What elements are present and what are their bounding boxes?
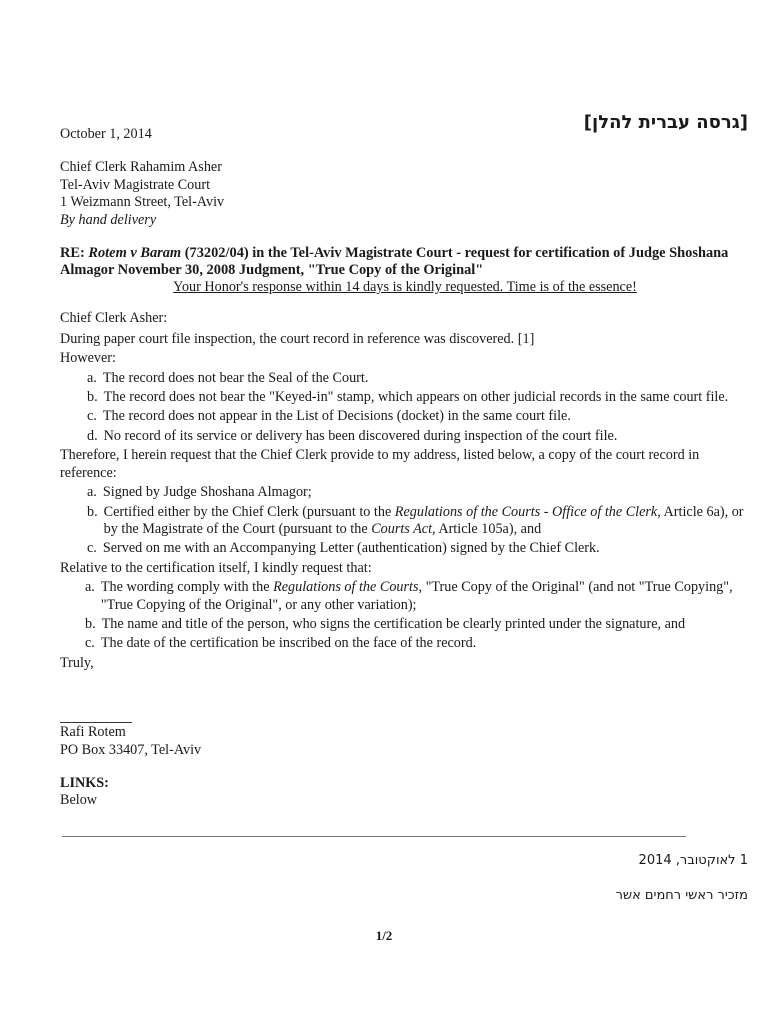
list-marker: b.	[87, 389, 98, 406]
list-text: The record does not bear the Seal of the Court.	[102, 369, 369, 386]
subject-line	[60, 245, 750, 279]
recipient-court: Tel-Aviv Magistrate Court	[60, 176, 211, 193]
recipient-street: 1 Weizmann Street, Tel-Aviv	[60, 194, 225, 211]
list-text	[104, 504, 750, 539]
links-text: Below	[60, 792, 98, 809]
list-item	[60, 579, 750, 614]
subject-case-name: Rotem v Baram	[88, 245, 182, 262]
urgency-note: Your Honor's response within 14 days is kindly requested. Time is of the essence!	[173, 279, 637, 296]
list-text: The record does not bear the "Keyed-in" stamp, which appears on other judicial records in the same court file.	[103, 389, 729, 406]
letter-body	[60, 126, 750, 810]
list-item	[60, 540, 750, 557]
regulation-reference: Regulations of the Courts - Office of the Clerk	[394, 503, 658, 520]
list-marker: b.	[87, 503, 98, 520]
request-paragraph: Therefore, I herein request that the Chief Clerk provide to my address, listed below, a copy of the court record in reference:	[60, 447, 700, 481]
issues-list	[60, 370, 750, 446]
list-marker: b.	[85, 615, 96, 632]
regulation-reference: Regulations of the Courts	[273, 579, 419, 596]
text-run: , Article 6a), or by the Magistrate of the Court (pursuant to the	[103, 503, 744, 537]
list-item	[60, 504, 750, 539]
text-run: Certified either by the Chief Clerk (pursuant to the	[103, 503, 395, 520]
salutation: Chief Clerk Asher:	[60, 310, 168, 327]
subject-rest: (73202/04) in the Tel-Aviv Magistrate Court - request for certification of Judge Shoshana Almagor November 30, 2008 Judgment, "True Copy of the Original"	[60, 245, 729, 279]
list-marker: c.	[85, 635, 95, 652]
list-marker: a.	[87, 369, 97, 386]
list-marker: d.	[87, 427, 98, 444]
list-marker: c.	[87, 540, 97, 557]
list-item	[60, 389, 750, 406]
delivery-method: By hand delivery	[60, 211, 157, 228]
list-item	[60, 635, 750, 652]
list-marker: c.	[87, 408, 97, 425]
recipient-block	[60, 159, 750, 229]
text-run: The wording comply with the	[100, 579, 274, 596]
list-marker: a.	[85, 579, 95, 596]
however-label: However:	[60, 350, 116, 367]
links-heading: LINKS:	[60, 774, 109, 791]
list-item	[60, 616, 750, 633]
list-item	[60, 370, 750, 387]
list-text: The record does not appear in the List of Decisions (docket) in the same court file.	[102, 408, 571, 425]
list-item	[60, 428, 750, 445]
act-reference: Courts Act	[371, 520, 433, 537]
certification-list	[60, 579, 750, 653]
list-text: The name and title of the person, who signs the certification be clearly printed under the signature, and	[101, 615, 686, 632]
list-text: The date of the certification be inscribed on the face of the record.	[100, 635, 477, 652]
list-text	[101, 579, 750, 614]
recipient-name: Chief Clerk Rahamim Asher	[60, 159, 222, 176]
intro-paragraph: During paper court file inspection, the court record in reference was discovered. [1]	[60, 330, 535, 347]
list-item	[60, 484, 750, 501]
signature-block	[60, 724, 750, 759]
list-text: Served on me with an Accompanying Letter (authentication) signed by the Chief Clerk.	[102, 540, 600, 557]
list-text: Signed by Judge Shoshana Almagor;	[102, 484, 312, 501]
certification-paragraph: Relative to the certification itself, I kindly request that:	[60, 559, 372, 576]
section-divider	[62, 836, 686, 837]
signer-address: PO Box 33407, Tel-Aviv	[60, 741, 202, 758]
signer-name: Rafi Rotem	[60, 724, 126, 741]
request-list	[60, 484, 750, 558]
list-item	[60, 408, 750, 425]
hebrew-version-note: [גרסה עברית להלן]	[583, 112, 748, 133]
subject-prefix: RE:	[60, 245, 89, 262]
letter-date: October 1, 2014	[60, 126, 152, 142]
hebrew-date: 1 לאוקטובר, 2014	[638, 853, 748, 868]
text-run: , Article 105a), and	[432, 520, 542, 537]
hebrew-addressee: מזכיר ראשי רחמים אשר	[615, 888, 748, 903]
closing: Truly,	[60, 654, 94, 671]
text-run: , "True Copy of the Original" (and not "True Copying", "True Copying of the Original", or any other variation);	[100, 579, 733, 613]
page-number: 1/2	[375, 928, 393, 943]
list-text: No record of its service or delivery has been discovered during inspection of the court file.	[103, 427, 618, 444]
list-marker: a.	[87, 484, 97, 501]
signature-line	[60, 722, 132, 723]
